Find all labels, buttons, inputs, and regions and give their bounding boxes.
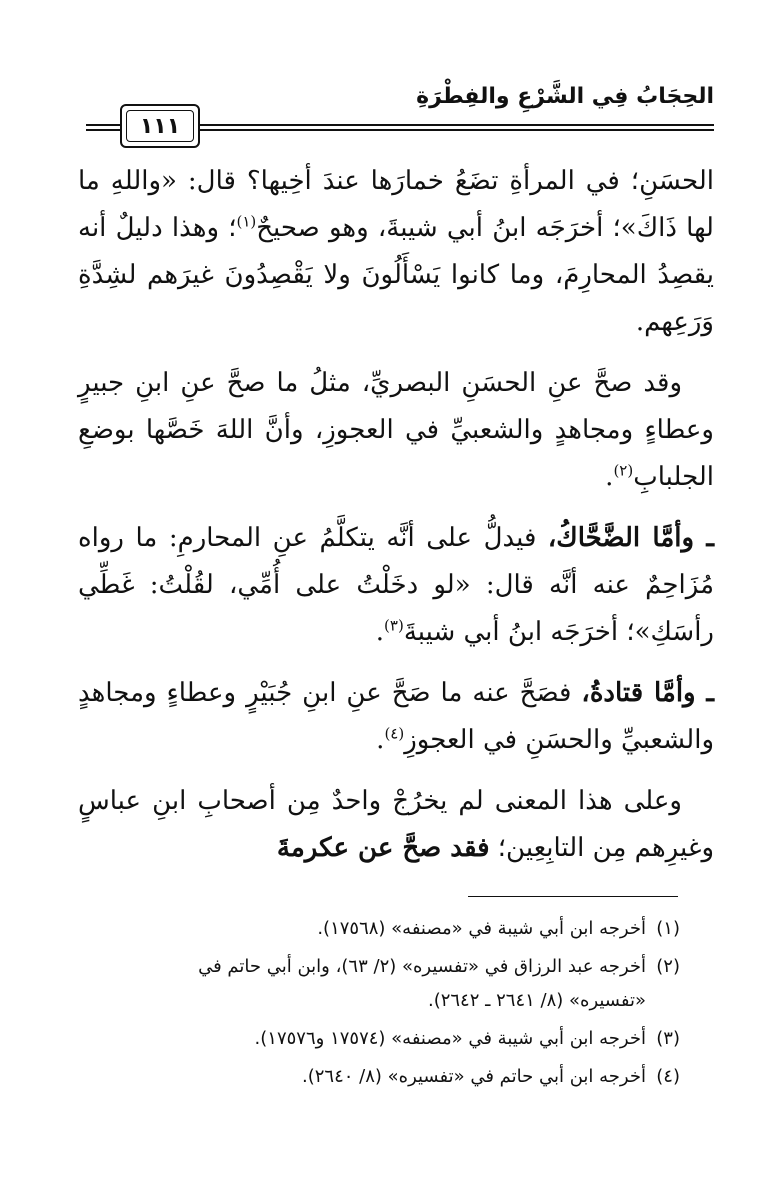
paragraph-text: فيدلُّ على أنَّه يتكلَّمُ عنِ المحارمِ: ما رواه مُزَاحِمٌ عنه أنَّه قال: «لو دخَلْتُ على أُمِّي، لقُلْتُ: غَطِّي رأسَكِ»؛ أخرَجَه ابنُ أبي شيبةَ (78, 523, 714, 647)
footnote-ref-2[interactable]: (٢) (613, 461, 634, 480)
paragraph-lead: ـ وأمَّا الضَّحَّاكُ، (547, 523, 714, 553)
paragraph-text: . (605, 462, 614, 492)
paragraph-bold-text: فقد صحَّ عن عكرمةَ (276, 833, 490, 863)
paragraph-text: وقد صحَّ عنِ الحسَنِ البصريِّ، مثلُ ما صحَّ عنِ ابنِ جبيرٍ وعطاءٍ ومجاهدٍ والشعبيِّ في العجوزِ، وأنَّ اللهَ خَصَّها بوضعِ الجلبابِ (78, 368, 714, 492)
footnote-ref-4[interactable]: (٤) (384, 724, 405, 743)
paragraph-4 (78, 670, 714, 764)
paragraph-text: فصَحَّ عنه ما صَحَّ عنِ ابنِ جُبَيْرٍ وعطاءٍ ومجاهدٍ والشعبيِّ والحسَنِ في العجوزِ (78, 678, 714, 755)
footnote-2 (80, 950, 680, 1018)
footnote-ref-3[interactable]: (٣) (384, 616, 404, 635)
footnotes (80, 912, 680, 1098)
footnote-4 (80, 1060, 680, 1094)
paragraph-text: وعلى هذا المعنى لم يخرُجْ واحدٌ مِن أصحابِ ابنِ عباسٍ وغيرِهم مِن التابِعِين؛ (78, 786, 714, 863)
header-rule-right (198, 124, 714, 131)
paragraph-2 (78, 360, 714, 501)
paragraph-5 (78, 778, 714, 872)
footnote-text: أخرجه عبد الرزاق في «تفسيره» (٢/ ٦٣)، وابن أبي حاتم في (198, 956, 646, 977)
paragraph-lead: ـ وأمَّا قتادةُ، (581, 678, 715, 708)
footnote-text-continued: «تفسيره» (٨/ ٢٦٤١ ـ ٢٦٤٢). (427, 990, 646, 1011)
footnote-number: (٣) (656, 1028, 680, 1049)
footnote-text: أخرجه ابن أبي شيبة في «مصنفه» (١٧٥٧٤ و١٧٥٧٦). (254, 1028, 646, 1049)
footnote-3 (80, 1022, 680, 1056)
footnote-number: (١) (656, 918, 680, 939)
footnote-text: أخرجه ابن أبي حاتم في «تفسيره» (٨/ ٢٦٤٠). (301, 1066, 646, 1087)
footnote-1 (80, 912, 680, 946)
paragraph-text: . (375, 617, 385, 647)
page-number-frame (120, 104, 200, 148)
footnote-text: أخرجه ابن أبي شيبة في «مصنفه» (١٧٥٦٨). (317, 918, 646, 939)
main-text (78, 158, 714, 886)
paragraph-text: الحسَنِ؛ في المرأةِ تضَعُ خمارَها عندَ أخِيها؟ قال: «واللهِ ما لها ذَاكَ»؛ أخرَجَه ابنُ أبي شيبةَ، وهو صحيحٌ (78, 166, 714, 243)
footnote-ref-1[interactable]: (١) (236, 212, 257, 231)
footnote-number: (٢) (656, 956, 680, 977)
footnote-number: (٤) (656, 1066, 680, 1087)
paragraph-text: ؛ وهذا دليلٌ أنه يقصِدُ المحارِمَ، وما كانوا يَسْأَلُونَ ولا يَقْصِدُونَ غيرَهم لشِدَّةِ وَرَعِهم. (78, 213, 714, 337)
paragraph-1 (78, 158, 714, 346)
footnote-separator (468, 896, 678, 897)
paragraph-3 (78, 515, 714, 656)
running-title: الحِجَابُ فِي الشَّرْعِ والفِطْرَةِ (416, 84, 714, 109)
paragraph-text: . (376, 725, 385, 755)
page-number: ١١١ (126, 110, 194, 142)
